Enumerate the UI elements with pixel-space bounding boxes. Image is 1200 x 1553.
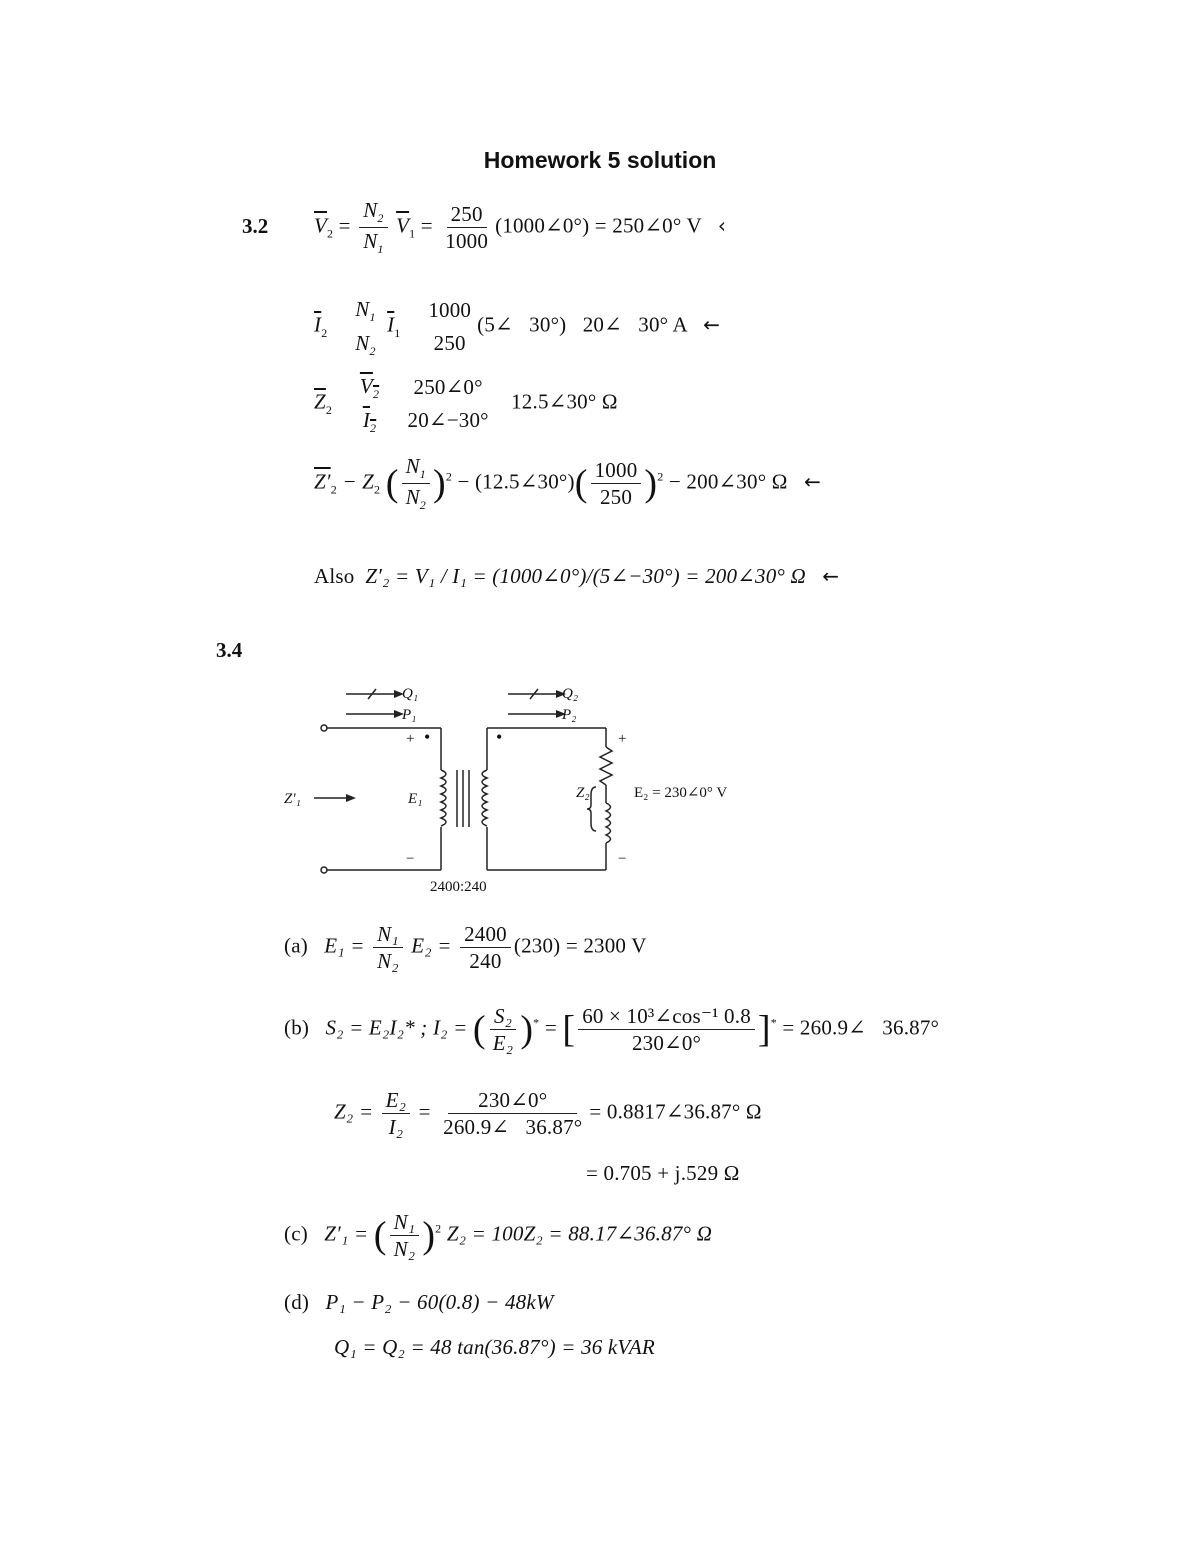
- terminal-top: [321, 725, 327, 731]
- secondary-dot: •: [496, 727, 503, 747]
- turns-ratio: 2400:240: [430, 879, 487, 895]
- equation-part-d-q: Q₁ = Q₂ = 48 tan(36.87°) = 36 kVAR: [334, 1335, 655, 1359]
- equation-z2: $\overline{Z}_2$ $\frac{V_2}{I_2}$ 250∠0° 20∠−30° 12.5∠30° Ω: [314, 374, 618, 435]
- z1-prime-label: Z′₁: [284, 791, 301, 807]
- e2-label: E₂ = 230∠0° V: [634, 785, 728, 801]
- primary-coil: [441, 770, 446, 826]
- secondary-plus: +: [618, 731, 627, 747]
- equation-part-d: (d) P₁ − P₂ − 60(0.8) − 48kW: [284, 1290, 554, 1314]
- e1-label: E₁: [408, 791, 423, 807]
- secondary-coil: [482, 770, 487, 826]
- primary-dot: •: [424, 727, 431, 747]
- transformer-circuit-diagram: [270, 675, 790, 905]
- equation-part-c: (c) Z′₁ = ( $\frac{\text{N₁}}{\text{N₂}}$ )$^2$ Z₂ = 100Z₂ = 88.17∠36.87° Ω: [284, 1210, 712, 1262]
- z2-label: Z₂: [576, 785, 590, 801]
- p1-label: P₁: [402, 707, 417, 723]
- q1-label: Q₁: [402, 686, 419, 702]
- page-title: Homework 5 solution: [483, 147, 717, 173]
- p2-label: P₂: [562, 707, 577, 723]
- problem-number-3-4: 3.4: [216, 638, 243, 662]
- equation-part-a: (a) E₁ = $\frac{\text{N₁}}{\text{N₂}}$ E₂ = $\frac{2400}{240}$ (230) = 2300 V: [284, 922, 647, 974]
- equation-i2: $\overline{I}_2$ $N_1$ $N_2$ $\overline{I}_1$ 1000 250 (5∠ 30°) 20∠ 30° A ←: [314, 297, 721, 358]
- primary-minus: −: [406, 851, 415, 867]
- primary-plus: +: [406, 731, 415, 747]
- equation-part-b-rect: = 0.705 + j.529 Ω: [586, 1161, 740, 1185]
- load-inductor: [606, 803, 611, 843]
- load-resistor: [600, 747, 612, 785]
- secondary-minus: −: [618, 851, 627, 867]
- equation-z2-prime: $Z'_2 - Z_2$ ( $\frac{N_1}{N_2}$ )$^2$ − (12.5∠30°)( $\frac{1000}{250}$ )$^2$ − 200∠30° Ω ←: [314, 454, 821, 513]
- equation-also: Also Z′₂ = V₁ / I₁ = (1000∠0°)/(5∠−30°) = 200∠30° Ω ←: [314, 564, 840, 588]
- equation-part-b: (b) S₂ = E₂I₂* ; I₂ = ( $\frac{\text{S₂}}{\text{E₂}}$ )* = [ $\frac{\text{60 × 10³∠cos⁻¹ 0.8}}{230\angle 0^\circ}$ ]* = 260.9∠ 36.87°: [284, 1004, 940, 1056]
- equation-part-b-z2: Z₂ = $\frac{\text{E₂}}{\text{I₂}}$ = $\frac{230\angle 0^\circ}{260.9\angle 36.87^\circ}$ = 0.8817∠36.87° Ω: [334, 1088, 762, 1140]
- terminal-bottom: [321, 867, 327, 873]
- q2-label: Q₂: [562, 686, 579, 702]
- equation-v2: $\overline{V}_2$ = $\frac{N_2}{N_1}$ $\overline{V}_1$ = $\frac{250}{1000}$ (1000∠0°) = 250∠0° V ‹: [314, 198, 727, 257]
- problem-number-3-2: 3.2: [242, 214, 269, 238]
